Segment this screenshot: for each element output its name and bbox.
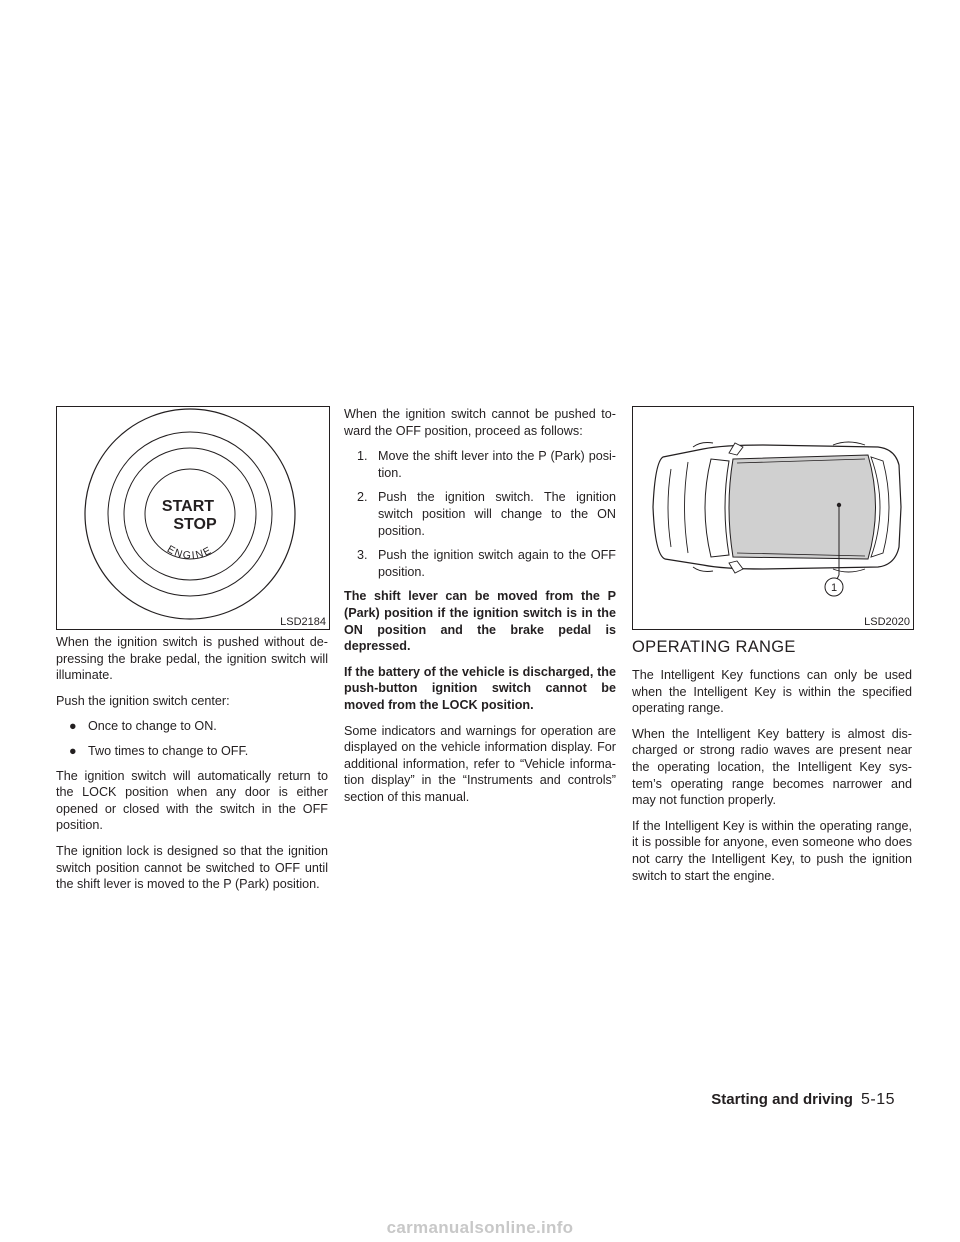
list-item [56, 743, 328, 760]
bold-note: The shift lever can be moved from the P (Park) position if the ignition switch is in the ON position and the brake pedal is depressed. [344, 589, 616, 654]
vehicle-top-view-illustration [633, 407, 913, 629]
list-item-text: Two times to change to OFF. [88, 743, 249, 758]
paragraph: When the ignition switch cannot be pushed to-ward the OFF position, proceed as follows: [344, 407, 616, 438]
list-item [56, 718, 328, 735]
figure-code: LSD2184 [280, 616, 326, 628]
list-item-text: Once to change to ON. [88, 719, 217, 734]
list-item-text: Push the ignition switch. The ignition switch position will change to the ON position. [378, 490, 616, 538]
page-footer [711, 1090, 895, 1110]
callout-number: 1 [830, 582, 838, 594]
paragraph: Push the ignition switch center: [56, 693, 230, 708]
bullet-icon: ● [69, 719, 77, 734]
list-item [344, 547, 616, 580]
step-number: 2. [357, 490, 368, 505]
button-label-engine: ENGINE [164, 543, 215, 562]
paragraph: When the ignition switch is pushed without de-pressing the brake pedal, the ignition switch will illuminate. [56, 635, 328, 683]
watermark: carmanualsonline.info [386, 1218, 574, 1237]
figure-code: LSD2020 [864, 616, 910, 628]
button-label-start: START [161, 498, 215, 515]
paragraph: The ignition lock is designed so that the ignition switch position cannot be switched to OFF until the shift lever is moved to the P (Park) position. [56, 843, 328, 892]
column-middle [344, 406, 616, 814]
footer-section-name: Starting and driving [711, 1091, 853, 1108]
vehicle-range-figure [632, 406, 914, 630]
paragraph: The Intelligent Key functions can only be used when the Intelligent Key is within the specified operating range. [632, 668, 912, 716]
paragraph: The ignition switch will automatically return to the LOCK position when any door is either opened or closed with the switch in the OFF position. [56, 768, 328, 833]
step-number: 1. [357, 449, 368, 464]
paragraph: When the Intelligent Key battery is almost dis-charged or strong radio waves are present near the operating location, the Intelligent Key sys-tem’s operating range becomes narrower and may not function properly. [632, 726, 912, 808]
list-item-text: Push the ignition switch again to the OFF position. [378, 548, 616, 579]
column-right [632, 637, 912, 893]
bullet-icon: ● [69, 743, 77, 758]
bold-note: If the battery of the vehicle is discharged, the push-button ignition switch cannot be moved from the LOCK position. [344, 664, 616, 712]
list-item [344, 448, 616, 481]
start-stop-button-illustration [57, 407, 329, 629]
button-label-stop: STOP [173, 516, 217, 533]
section-heading: OPERATING RANGE [632, 638, 796, 656]
paragraph: If the Intelligent Key is within the operating range, it is possible for anyone, even someone who does not carry the Intelligent Key, to push the ignition switch to start the engine. [632, 818, 912, 883]
step-number: 3. [357, 548, 368, 563]
page-number: 5-15 [860, 1091, 895, 1108]
paragraph: Some indicators and warnings for operation are displayed on the vehicle information display. For additional information, refer to “Vehicle informa-tion display” in the “Instruments and controls” section of this manual. [344, 723, 616, 804]
column-left [56, 634, 328, 902]
list-item-text: Move the shift lever into the P (Park) posi-tion. [378, 449, 616, 480]
list-item [344, 489, 616, 539]
start-stop-figure [56, 406, 330, 630]
